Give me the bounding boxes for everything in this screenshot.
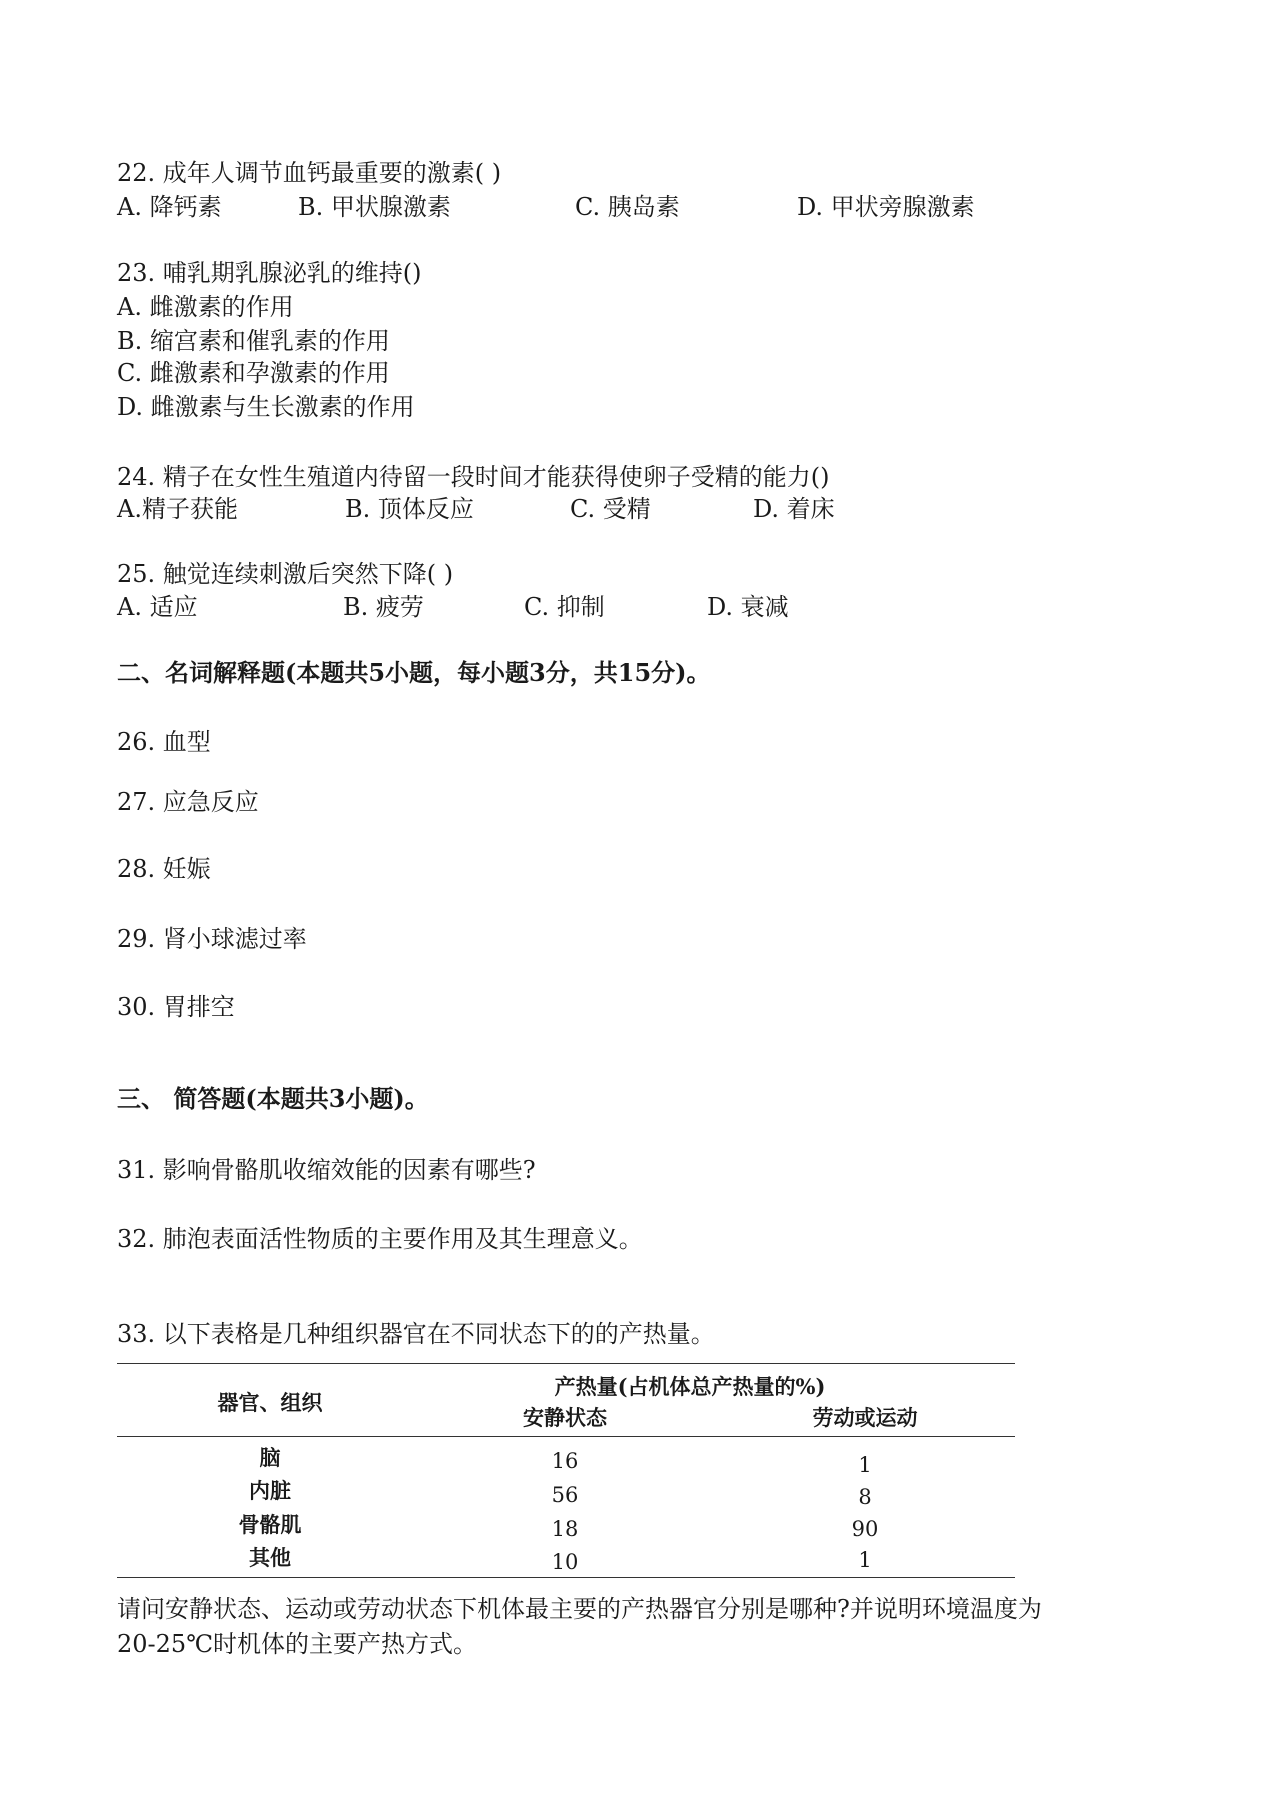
question-25-option-c: C. 抑制 bbox=[524, 593, 605, 621]
question-24-option-b: B. 顶体反应 bbox=[345, 495, 474, 523]
table-header-organ: 器官、组织 bbox=[217, 1390, 323, 1415]
table-header-rest: 安静状态 bbox=[523, 1405, 607, 1430]
table-row-rest: 56 bbox=[551, 1483, 579, 1507]
question-33-prompt-line-1: 请问安静状态、运动或劳动状态下机体最主要的产热器官分别是哪种?并说明环境温度为 bbox=[117, 1595, 1042, 1623]
table-header-rule bbox=[117, 1436, 1015, 1437]
table-row-work: 90 bbox=[851, 1517, 879, 1541]
question-24-option-c: C. 受精 bbox=[570, 495, 651, 523]
table-row-rest: 18 bbox=[551, 1517, 579, 1541]
question-33-prompt-line-2: 20-25℃时机体的主要产热方式。 bbox=[117, 1630, 478, 1658]
table-row-organ: 其他 bbox=[249, 1545, 291, 1570]
table-row-rest: 10 bbox=[551, 1550, 579, 1574]
table-row-organ: 骨骼肌 bbox=[238, 1512, 302, 1537]
term-26: 26. 血型 bbox=[117, 728, 211, 756]
question-22-option-b: B. 甲状腺激素 bbox=[298, 193, 451, 221]
question-32: 32. 肺泡表面活性物质的主要作用及其生理意义。 bbox=[117, 1225, 643, 1253]
table-row-work: 8 bbox=[858, 1485, 872, 1509]
table-bottom-rule bbox=[117, 1577, 1015, 1578]
question-23-option-d: D. 雌激素与生长激素的作用 bbox=[117, 393, 415, 421]
question-31: 31. 影响骨骼肌收缩效能的因素有哪些? bbox=[117, 1156, 536, 1184]
term-30: 30. 胃排空 bbox=[117, 993, 235, 1021]
term-28: 28. 妊娠 bbox=[117, 855, 211, 883]
section-3-title: 三、 简答题(本题共3小题)。 bbox=[117, 1084, 429, 1113]
section-2-title: 二、名词解释题(本题共5小题，每小题3分，共15分)。 bbox=[117, 658, 711, 687]
question-25-option-a: A. 适应 bbox=[117, 593, 198, 621]
table-row-work: 1 bbox=[858, 1548, 872, 1572]
table-row-organ: 内脏 bbox=[249, 1478, 291, 1503]
question-23-stem: 23. 哺乳期乳腺泌乳的维持() bbox=[117, 259, 422, 287]
table-header-group: 产热量(占机体总产热量的%) bbox=[554, 1374, 826, 1399]
question-25-stem: 25. 触觉连续刺激后突然下降( ) bbox=[117, 560, 454, 588]
table-top-rule bbox=[117, 1363, 1015, 1364]
question-25-option-d: D. 衰减 bbox=[707, 593, 789, 621]
question-22-stem: 22. 成年人调节血钙最重要的激素( ) bbox=[117, 159, 502, 187]
question-23-option-b: B. 缩宫素和催乳素的作用 bbox=[117, 327, 390, 355]
term-27: 27. 应急反应 bbox=[117, 788, 259, 816]
term-29: 29. 肾小球滤过率 bbox=[117, 925, 307, 953]
table-row-organ: 脑 bbox=[259, 1445, 281, 1470]
table-header-work: 劳动或运动 bbox=[812, 1405, 918, 1430]
question-24-option-d: D. 着床 bbox=[753, 495, 835, 523]
question-22-option-a: A. 降钙素 bbox=[117, 193, 222, 221]
question-33: 33. 以下表格是几种组织器官在不同状态下的的产热量。 bbox=[117, 1320, 715, 1348]
table-row-work: 1 bbox=[858, 1453, 872, 1477]
question-24-stem: 24. 精子在女性生殖道内待留一段时间才能获得使卵子受精的能力() bbox=[117, 463, 830, 491]
question-23-option-c: C. 雌激素和孕激素的作用 bbox=[117, 359, 390, 387]
question-22-option-d: D. 甲状旁腺激素 bbox=[797, 193, 975, 221]
question-24-option-a: A.精子获能 bbox=[117, 495, 238, 523]
question-23-option-a: A. 雌激素的作用 bbox=[117, 293, 294, 321]
question-22-option-c: C. 胰岛素 bbox=[575, 193, 680, 221]
question-25-option-b: B. 疲劳 bbox=[343, 593, 424, 621]
table-row-rest: 16 bbox=[551, 1449, 579, 1473]
